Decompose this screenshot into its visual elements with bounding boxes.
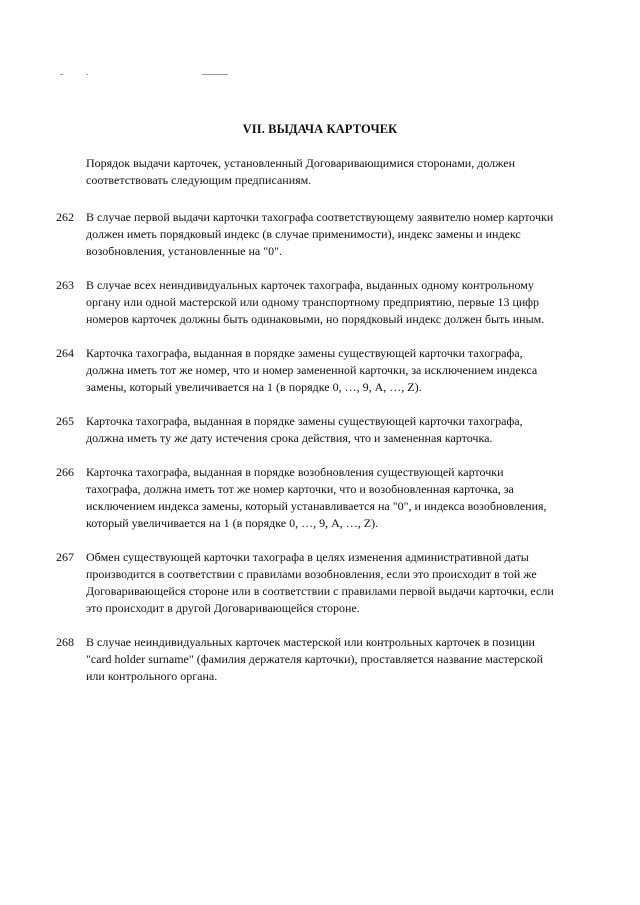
clause-text: Карточка тахографа, выданная в порядке возобновления существующей карточки тахографа, должна иметь тот же номер карточки, что и возобновленная карточка, за исключением индекса замены, который устанавливается на "0", и индекса возобновления, который увеличивается на 1 (в порядке 0, …, 9, A, …, Z). <box>86 465 547 530</box>
clause-268 <box>56 634 556 685</box>
clause-text: В случае всех неиндивидуальных карточек тахографа, выданных одному контрольному органу или одной мастерской или одному транспортному предприятию, первые 13 цифр номеров карточек должны быть одинаковыми, но порядковый индекс должен быть иным. <box>86 278 545 326</box>
clause-number: 263 <box>56 278 74 292</box>
scan-artifacts <box>60 68 240 80</box>
clause-number: 264 <box>56 346 74 360</box>
clause-number: 266 <box>56 465 74 479</box>
clause-text: В случае неиндивидуальных карточек мастерской или контрольных карточек в позиции "card holder surname" (фамилия держателя карточки), проставляется название мастерской или контрольного органа. <box>86 635 544 683</box>
clause-list <box>56 209 556 702</box>
clause-264 <box>56 345 556 396</box>
clause-text: Карточка тахографа, выданная в порядке замены существующей карточки тахографа, должна иметь тот же номер, что и номер замененной карточки, за исключением индекса замены, который увеличивается на 1 (в порядке 0, …, 9, A, …, Z). <box>86 346 538 394</box>
clause-text: Карточка тахографа, выданная в порядке замены существующей карточки тахографа, должна иметь ту же дату истечения срока действия, что и замененная карточка. <box>86 414 523 445</box>
clause-262 <box>56 209 556 260</box>
clause-263 <box>56 277 556 328</box>
section-heading: VII. ВЫДАЧА КАРТОЧЕК <box>242 122 398 136</box>
intro-paragraph: Порядок выдачи карточек, установленный Договаривающимися сторонами, должен соответствовать следующим предписаниям. <box>86 156 516 187</box>
clause-number: 267 <box>56 550 74 564</box>
clause-number: 268 <box>56 635 74 649</box>
clause-267 <box>56 549 556 617</box>
clause-text: В случае первой выдачи карточки тахографа соответствующему заявителю номер карточки должен иметь порядковый индекс (в случае применимости), индекс замены и индекс возобновления, установленные на "0". <box>86 210 554 258</box>
clause-number: 262 <box>56 210 74 224</box>
clause-265 <box>56 413 556 447</box>
clause-text: Обмен существующей карточки тахографа в целях изменения административной даты производится в соответствии с правилами возобновления, если это происходит в той же Договаривающейся стороне или в соответствии с правилами первой выдачи карточки, если это происходит в другой Договаривающейся стороне. <box>86 550 554 615</box>
clause-266 <box>56 464 556 532</box>
clause-number: 265 <box>56 414 74 428</box>
